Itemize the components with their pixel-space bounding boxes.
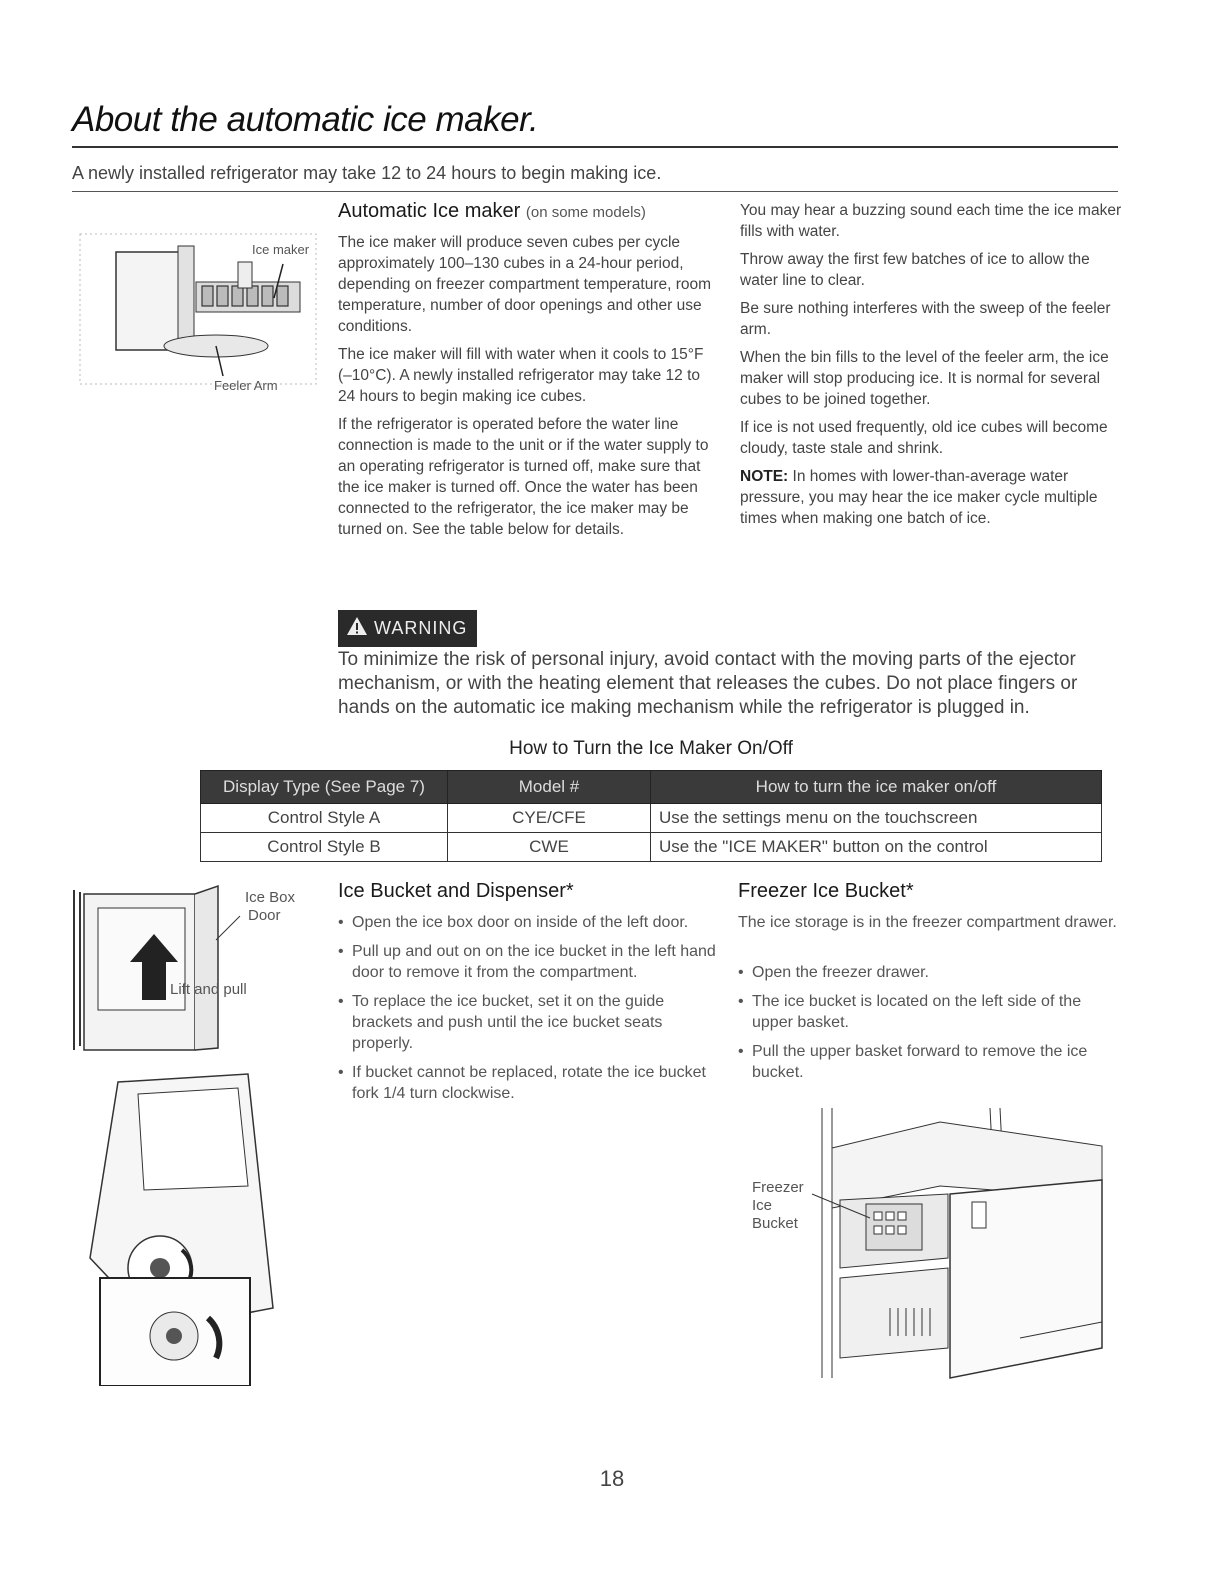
list-item: • The ice bucket is located on the left side of the upper basket.	[738, 991, 1118, 1033]
col2-para: If ice is not used frequently, old ice cubes will become cloudy, taste stale and shrink.	[740, 419, 1108, 457]
page-number: 18	[599, 1466, 625, 1491]
table-row	[201, 804, 1102, 833]
freezer-label-3: Bucket	[752, 1215, 798, 1232]
table-row	[201, 833, 1102, 862]
automatic-col2	[740, 200, 1122, 536]
warning-badge	[338, 610, 477, 647]
list-item: • Open the freezer drawer.	[738, 962, 1118, 983]
col1-para: If the refrigerator is operated before the water line connection is made to the unit or if the water supply to an operating refrigerator is turned off, make sure that the ice maker is turned off. Once the water has been connected to the refrigerator, the ice maker may be turned on. See the table below for details.	[338, 416, 709, 538]
freezer-list	[738, 962, 1118, 1091]
warning-icon	[346, 616, 368, 641]
col1-para: The ice maker will produce seven cubes per cycle approximately 100–130 cubes in a 24-hour period, depending on freezer compartment temperature, room temperature, number of door openings and other use conditions.	[338, 234, 712, 335]
col1-para: The ice maker will fill with water when it cools to 15°F (–10°C). A newly installed refrigerator may take 12 to 24 hours to begin making ice cubes.	[338, 346, 704, 405]
automatic-heading-text: Automatic Ice maker	[338, 200, 521, 222]
table-cell: Control Style B	[201, 833, 448, 862]
ice-box-door-label-2: Door	[248, 907, 281, 924]
freezer-label-1: Freezer	[752, 1179, 804, 1196]
warning-label: WARNING	[374, 618, 468, 638]
table-cell: CYE/CFE	[448, 804, 651, 833]
list-item: • Pull the upper basket forward to remove the ice bucket.	[738, 1041, 1118, 1083]
table-header: Model #	[448, 771, 651, 804]
table-cell: CWE	[448, 833, 651, 862]
freezer-label-2: Ice	[752, 1197, 773, 1214]
col2-para: When the bin fills to the level of the feeler arm, the ice maker will stop producing ice. It is normal for several cubes to be joined together.	[740, 349, 1109, 408]
ice-maker-table	[200, 770, 1102, 862]
list-item: • Pull up and out on on the ice bucket in the left hand door to remove it from the compartment.	[338, 941, 718, 983]
ice-maker-figure	[78, 228, 318, 398]
automatic-heading	[338, 200, 646, 223]
bucket-heading: Ice Bucket and Dispenser*	[338, 880, 574, 902]
list-item: • If bucket cannot be replaced, rotate the ice bucket fork 1/4 turn clockwise.	[338, 1062, 718, 1104]
lift-pull-label: Lift and pull	[170, 981, 247, 998]
page-subtitle: A newly installed refrigerator may take 12 to 24 hours to begin making ice.	[72, 163, 662, 183]
automatic-heading-note: (on some models)	[525, 204, 646, 221]
ice-box-door-figure	[70, 880, 320, 1060]
automatic-col1	[338, 232, 714, 547]
note-label: NOTE:	[740, 468, 789, 485]
table-header-row	[201, 771, 1102, 804]
freezer-heading: Freezer Ice Bucket*	[738, 880, 914, 902]
freezer-drawer-figure	[740, 1108, 1110, 1398]
table-cell: Use the settings menu on the touchscreen	[651, 804, 1102, 833]
table-header: How to turn the ice maker on/off	[651, 771, 1102, 804]
col2-para: You may hear a buzzing sound each time the ice maker fills with water.	[740, 202, 1122, 240]
ice-maker-label: Ice maker	[252, 242, 310, 257]
title-rule	[72, 146, 1118, 148]
list-item: • Open the ice box door on inside of the left door.	[338, 912, 718, 933]
freezer-intro: The ice storage is in the freezer compartment drawer.	[738, 914, 1117, 931]
warning-text: To minimize the risk of personal injury, avoid contact with the moving parts of the ejector mechanism, or with the heating element that releases the cubes. Do not place fingers or hands on the automatic ice making mechanism while the refrigerator is plugged in.	[338, 649, 1078, 718]
bucket-list	[338, 912, 718, 1112]
bucket-fork-figure	[78, 1068, 288, 1386]
ice-box-door-label-1: Ice Box	[245, 889, 296, 906]
col2-para: Be sure nothing interferes with the sweep of the feeler arm.	[740, 300, 1111, 338]
page-title: About the automatic ice maker.	[72, 100, 539, 139]
table-cell: Use the "ICE MAKER" button on the control	[651, 833, 1102, 862]
table-header: Display Type (See Page 7)	[201, 771, 448, 804]
feeler-arm-label: Feeler Arm	[214, 378, 278, 393]
note-para	[740, 466, 1122, 529]
table-cell: Control Style A	[201, 804, 448, 833]
note-text: In homes with lower-than-average water pressure, you may hear the ice maker cycle multiple times when making one batch of ice.	[740, 468, 1098, 527]
list-item: • To replace the ice bucket, set it on the guide brackets and push until the ice bucket seats properly.	[338, 991, 718, 1054]
subtitle-rule	[72, 191, 1118, 192]
table-title: How to Turn the Ice Maker On/Off	[509, 738, 793, 759]
col2-para: Throw away the first few batches of ice to allow the water line to clear.	[740, 251, 1090, 289]
